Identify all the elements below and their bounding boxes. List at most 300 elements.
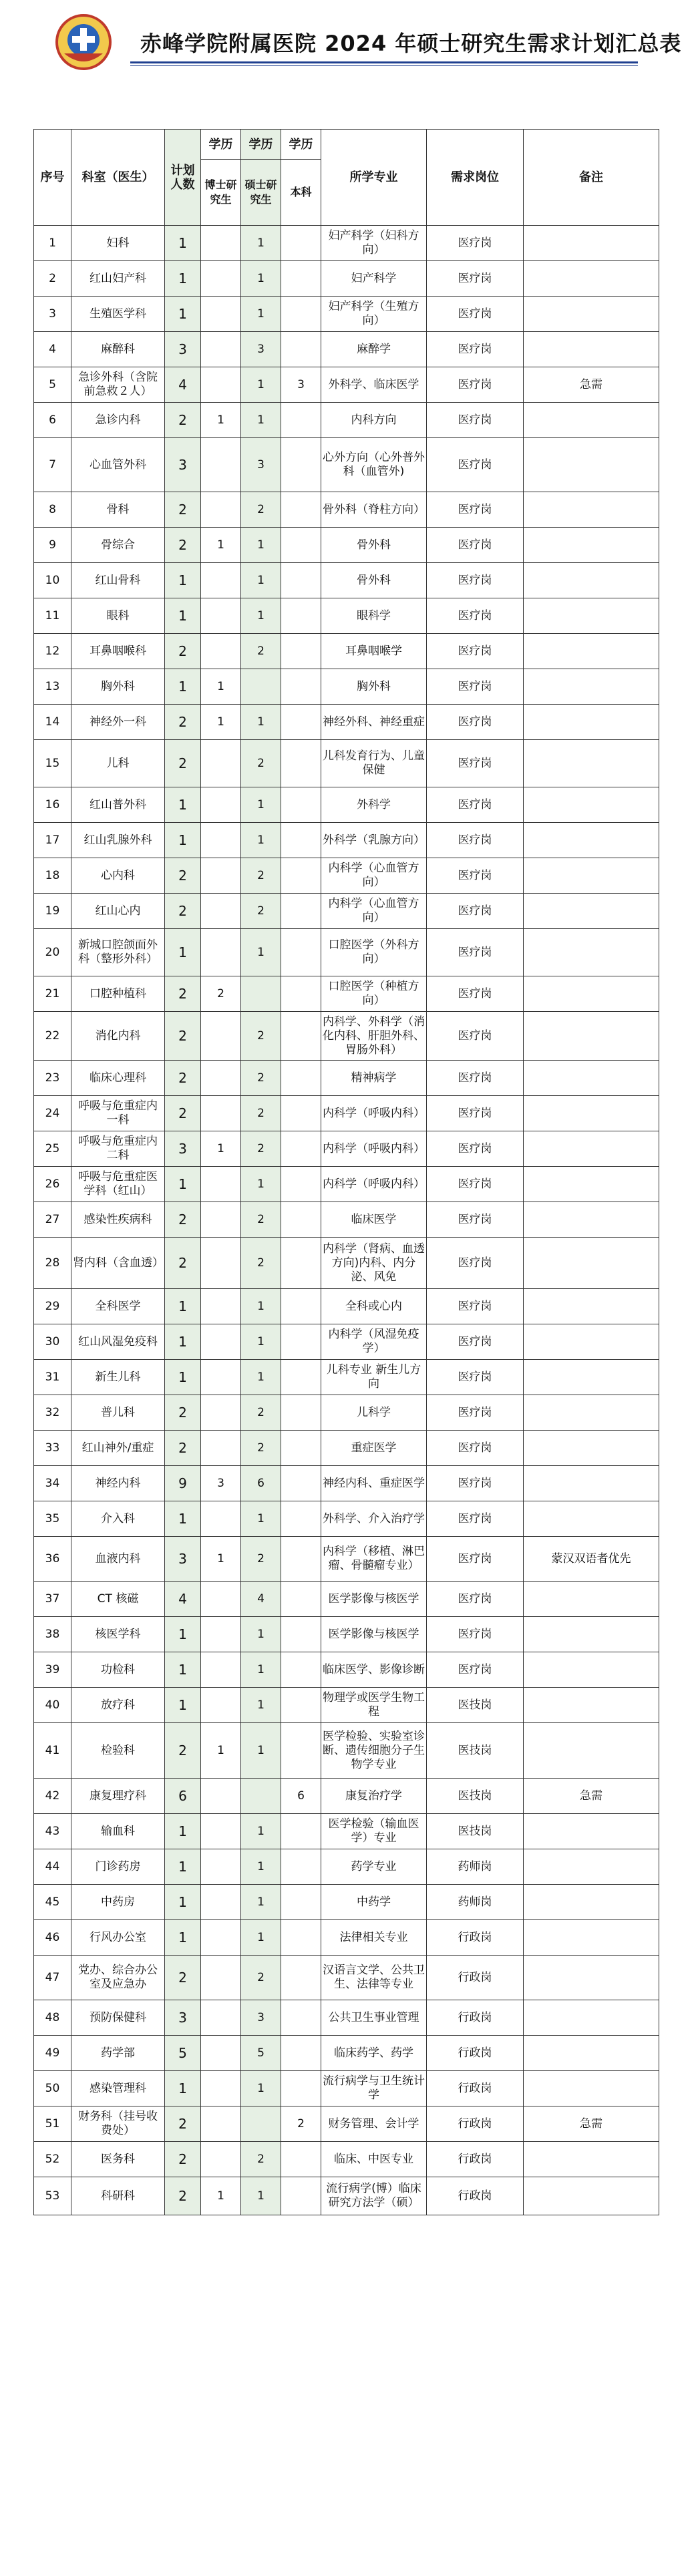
- cell-post: 行政岗: [427, 1920, 524, 1956]
- cell-master: 2: [241, 2142, 281, 2177]
- cell-no: 21: [34, 976, 71, 1012]
- cell-bachelor: [281, 2142, 321, 2177]
- cell-bachelor: [281, 1617, 321, 1652]
- cell-post: 医疗岗: [427, 1202, 524, 1238]
- cell-dept: 预防保健科: [71, 2000, 165, 2036]
- cell-dept: 医务科: [71, 2142, 165, 2177]
- cell-note: [524, 1501, 659, 1537]
- header-master: 硕士研究生: [241, 160, 281, 226]
- cell-plan: 2: [165, 705, 201, 740]
- cell-post: 药师岗: [427, 1885, 524, 1920]
- cell-master: 2: [241, 740, 281, 787]
- cell-no: 32: [34, 1395, 71, 1431]
- cell-major: 口腔医学（外科方向）: [321, 929, 427, 976]
- cell-dept: 红山风湿免疫科: [71, 1324, 165, 1360]
- cell-master: 2: [241, 1202, 281, 1238]
- cell-plan: 2: [165, 1395, 201, 1431]
- cell-no: 27: [34, 1202, 71, 1238]
- cell-plan: 1: [165, 1814, 201, 1849]
- cell-post: 医疗岗: [427, 1061, 524, 1096]
- cell-bachelor: [281, 705, 321, 740]
- cell-post: 医疗岗: [427, 598, 524, 634]
- cell-major: 医学影像与核医学: [321, 1617, 427, 1652]
- cell-no: 12: [34, 634, 71, 669]
- cell-major: 内科学（风湿免疫学）: [321, 1324, 427, 1360]
- cell-master: 1: [241, 1652, 281, 1688]
- cell-master: 2: [241, 1537, 281, 1582]
- table-row: [34, 1537, 659, 1582]
- cell-major: 医学检验、实验室诊断、遗传细胞分子生物学专业: [321, 1723, 427, 1779]
- cell-major: 法律相关专业: [321, 1920, 427, 1956]
- cell-dept: 红山妇产科: [71, 261, 165, 297]
- cell-bachelor: [281, 634, 321, 669]
- cell-no: 46: [34, 1920, 71, 1956]
- header: [0, 0, 692, 80]
- cell-dept: 红山普外科: [71, 787, 165, 823]
- cell-phd: [201, 367, 241, 403]
- cell-note: [524, 705, 659, 740]
- cell-major: 儿科专业 新生儿方向: [321, 1360, 427, 1395]
- table-row: [34, 1814, 659, 1849]
- cell-phd: [201, 1202, 241, 1238]
- cell-no: 8: [34, 492, 71, 528]
- cell-phd: 1: [201, 2177, 241, 2215]
- cell-master: 5: [241, 2036, 281, 2071]
- cell-bachelor: [281, 1360, 321, 1395]
- table-row: [34, 1096, 659, 1131]
- header-edu-bachelor: 学历: [281, 130, 321, 160]
- cell-note: [524, 226, 659, 261]
- cell-master: 2: [241, 1956, 281, 2000]
- cell-phd: 3: [201, 1466, 241, 1501]
- cell-major: 中药学: [321, 1885, 427, 1920]
- cell-no: 42: [34, 1779, 71, 1814]
- table-row: [34, 976, 659, 1012]
- table-row: [34, 261, 659, 297]
- cell-post: 医疗岗: [427, 929, 524, 976]
- cell-post: 医疗岗: [427, 1238, 524, 1289]
- cell-note: [524, 1096, 659, 1131]
- cell-bachelor: [281, 976, 321, 1012]
- cell-plan: 2: [165, 1012, 201, 1061]
- cell-plan: 1: [165, 669, 201, 705]
- cell-phd: [201, 297, 241, 332]
- cell-dept: 儿科: [71, 740, 165, 787]
- cell-dept: 神经外一科: [71, 705, 165, 740]
- cell-major: 骨外科（脊柱方向）: [321, 492, 427, 528]
- cell-no: 7: [34, 438, 71, 492]
- cell-master: 4: [241, 1582, 281, 1617]
- cell-bachelor: [281, 261, 321, 297]
- cell-phd: [201, 1688, 241, 1723]
- header-post: 需求岗位: [427, 130, 524, 226]
- cell-no: 39: [34, 1652, 71, 1688]
- cell-dept: 口腔种植科: [71, 976, 165, 1012]
- cell-phd: 1: [201, 1537, 241, 1582]
- cell-major: 全科或心内: [321, 1289, 427, 1324]
- table-row: [34, 2000, 659, 2036]
- table-row: [34, 297, 659, 332]
- cell-master: 3: [241, 2000, 281, 2036]
- cell-dept: 急诊外科（含院前急救２人）: [71, 367, 165, 403]
- cell-dept: 红山心内: [71, 894, 165, 929]
- cell-dept: 呼吸与危重症医学科（红山）: [71, 1167, 165, 1202]
- header-dept: 科室（医生）: [71, 130, 165, 226]
- cell-post: 医疗岗: [427, 438, 524, 492]
- cell-phd: [201, 2106, 241, 2142]
- cell-major: 医学影像与核医学: [321, 1582, 427, 1617]
- cell-major: 临床药学、药学: [321, 2036, 427, 2071]
- cell-dept: 介入科: [71, 1501, 165, 1537]
- cell-no: 1: [34, 226, 71, 261]
- cell-phd: [201, 1360, 241, 1395]
- cell-master: 1: [241, 598, 281, 634]
- cell-note: [524, 1395, 659, 1431]
- cell-dept: 门诊药房: [71, 1849, 165, 1885]
- cell-major: 耳鼻咽喉学: [321, 634, 427, 669]
- cell-note: [524, 858, 659, 894]
- cell-major: 内科学（心血管方向）: [321, 894, 427, 929]
- cell-major: 骨外科: [321, 563, 427, 598]
- table-row: [34, 1617, 659, 1652]
- cell-note: [524, 1688, 659, 1723]
- cell-master: 1: [241, 929, 281, 976]
- cell-no: 47: [34, 1956, 71, 2000]
- table-row: [34, 403, 659, 438]
- cell-dept: 耳鼻咽喉科: [71, 634, 165, 669]
- cell-master: 1: [241, 1501, 281, 1537]
- cell-phd: [201, 1501, 241, 1537]
- cell-note: [524, 976, 659, 1012]
- cell-phd: [201, 1238, 241, 1289]
- cell-bachelor: [281, 894, 321, 929]
- table-row: [34, 705, 659, 740]
- cell-phd: [201, 1779, 241, 1814]
- cell-phd: [201, 1096, 241, 1131]
- cell-dept: 消化内科: [71, 1012, 165, 1061]
- cell-phd: [201, 1814, 241, 1849]
- cell-major: 汉语言文学、公共卫生、法律等专业: [321, 1956, 427, 2000]
- cell-bachelor: [281, 929, 321, 976]
- title-rule-thin: [130, 65, 638, 66]
- cell-bachelor: [281, 1202, 321, 1238]
- cell-major: 内科学（肾病、血透方向)内科、内分泌、风免: [321, 1238, 427, 1289]
- cell-master: [241, 976, 281, 1012]
- cell-bachelor: 6: [281, 1779, 321, 1814]
- cell-post: 医疗岗: [427, 261, 524, 297]
- cell-no: 5: [34, 367, 71, 403]
- cell-master: [241, 669, 281, 705]
- cell-dept: 生殖医学科: [71, 297, 165, 332]
- cell-master: 1: [241, 563, 281, 598]
- cell-major: 心外方向（心外普外科（血管外): [321, 438, 427, 492]
- cell-major: 外科学（乳腺方向）: [321, 823, 427, 858]
- cell-phd: [201, 2036, 241, 2071]
- cell-post: 行政岗: [427, 2142, 524, 2177]
- cell-phd: [201, 563, 241, 598]
- cell-no: 13: [34, 669, 71, 705]
- cell-major: 物理学或医学生物工程: [321, 1688, 427, 1723]
- cell-plan: 1: [165, 563, 201, 598]
- cell-dept: 功检科: [71, 1652, 165, 1688]
- cell-major: 流行病学(博）临床研究方法学（硕）: [321, 2177, 427, 2215]
- cell-note: [524, 2177, 659, 2215]
- cell-major: 儿科发育行为、儿童保健: [321, 740, 427, 787]
- cell-master: 2: [241, 858, 281, 894]
- cell-note: [524, 2142, 659, 2177]
- cell-no: 22: [34, 1012, 71, 1061]
- cell-bachelor: [281, 1537, 321, 1582]
- cell-bachelor: [281, 1652, 321, 1688]
- cell-master: 1: [241, 261, 281, 297]
- cell-major: 临床、中医专业: [321, 2142, 427, 2177]
- table-row: [34, 2106, 659, 2142]
- cell-post: 行政岗: [427, 2071, 524, 2106]
- cell-no: 28: [34, 1238, 71, 1289]
- table-row: [34, 2142, 659, 2177]
- cell-post: 医疗岗: [427, 823, 524, 858]
- cell-post: 行政岗: [427, 2036, 524, 2071]
- table-row: [34, 1202, 659, 1238]
- cell-post: 医疗岗: [427, 297, 524, 332]
- cell-major: 眼科学: [321, 598, 427, 634]
- table-row: [34, 1779, 659, 1814]
- cell-note: [524, 894, 659, 929]
- cell-major: 内科学（呼吸内科）: [321, 1096, 427, 1131]
- cell-note: [524, 528, 659, 563]
- table-row: [34, 1920, 659, 1956]
- table-row: [34, 858, 659, 894]
- cell-phd: [201, 787, 241, 823]
- cell-no: 2: [34, 261, 71, 297]
- title-rule: [130, 61, 638, 63]
- cell-bachelor: [281, 226, 321, 261]
- cell-note: [524, 403, 659, 438]
- table-row: [34, 528, 659, 563]
- cell-note: [524, 2000, 659, 2036]
- cell-dept: 神经内科: [71, 1466, 165, 1501]
- cell-phd: [201, 740, 241, 787]
- cell-master: 1: [241, 1920, 281, 1956]
- cell-no: 11: [34, 598, 71, 634]
- cell-phd: [201, 1324, 241, 1360]
- cell-dept: 急诊内科: [71, 403, 165, 438]
- cell-post: 医疗岗: [427, 1131, 524, 1167]
- cell-master: 1: [241, 297, 281, 332]
- cell-plan: 2: [165, 1061, 201, 1096]
- cell-note: 蒙汉双语者优先: [524, 1537, 659, 1582]
- cell-post: 医疗岗: [427, 858, 524, 894]
- table-row: [34, 492, 659, 528]
- cell-plan: 1: [165, 226, 201, 261]
- demand-table: [33, 129, 659, 2215]
- cell-note: [524, 261, 659, 297]
- cell-plan: 2: [165, 858, 201, 894]
- hospital-logo-icon: [55, 13, 112, 71]
- cell-note: [524, 1920, 659, 1956]
- cell-note: [524, 1885, 659, 1920]
- header-plan: 计划人数: [165, 130, 201, 226]
- cell-dept: 呼吸与危重症内二科: [71, 1131, 165, 1167]
- cell-phd: [201, 1920, 241, 1956]
- cell-phd: [201, 2142, 241, 2177]
- cell-bachelor: [281, 2071, 321, 2106]
- cell-post: 医技岗: [427, 1814, 524, 1849]
- cell-plan: 6: [165, 1779, 201, 1814]
- cell-no: 52: [34, 2142, 71, 2177]
- cell-post: 医疗岗: [427, 1652, 524, 1688]
- cell-plan: 4: [165, 367, 201, 403]
- cell-dept: 全科医学: [71, 1289, 165, 1324]
- cell-post: 医疗岗: [427, 403, 524, 438]
- cell-post: 医疗岗: [427, 1582, 524, 1617]
- cell-phd: [201, 226, 241, 261]
- header-major: 所学专业: [321, 130, 427, 226]
- cell-bachelor: [281, 858, 321, 894]
- cell-note: [524, 1617, 659, 1652]
- cell-bachelor: [281, 1061, 321, 1096]
- cell-no: 29: [34, 1289, 71, 1324]
- cell-note: [524, 1723, 659, 1779]
- cell-major: 神经外科、神经重症: [321, 705, 427, 740]
- cell-plan: 1: [165, 1360, 201, 1395]
- cell-no: 25: [34, 1131, 71, 1167]
- cell-plan: 1: [165, 297, 201, 332]
- cell-post: 医疗岗: [427, 1617, 524, 1652]
- table-row: [34, 1501, 659, 1537]
- cell-phd: [201, 332, 241, 367]
- cell-dept: 感染管理科: [71, 2071, 165, 2106]
- cell-master: 1: [241, 1885, 281, 1920]
- table-row: [34, 1324, 659, 1360]
- cell-bachelor: [281, 1238, 321, 1289]
- cell-no: 26: [34, 1167, 71, 1202]
- cell-note: [524, 1466, 659, 1501]
- cell-master: 3: [241, 332, 281, 367]
- cell-no: 3: [34, 297, 71, 332]
- cell-post: 行政岗: [427, 2106, 524, 2142]
- cell-note: [524, 438, 659, 492]
- cell-dept: 药学部: [71, 2036, 165, 2071]
- cell-master: [241, 2106, 281, 2142]
- table-row: [34, 634, 659, 669]
- cell-master: 2: [241, 1395, 281, 1431]
- cell-major: 儿科学: [321, 1395, 427, 1431]
- table-row: [34, 1431, 659, 1466]
- cell-phd: [201, 2000, 241, 2036]
- cell-bachelor: [281, 1012, 321, 1061]
- cell-bachelor: [281, 1096, 321, 1131]
- cell-master: 1: [241, 705, 281, 740]
- cell-phd: [201, 1061, 241, 1096]
- cell-master: 1: [241, 2177, 281, 2215]
- cell-phd: [201, 261, 241, 297]
- page-title: 赤峰学院附属医院 2024 年硕士研究生需求计划汇总表: [140, 31, 682, 56]
- cell-note: [524, 1431, 659, 1466]
- cell-plan: 2: [165, 2177, 201, 2215]
- table-row: [34, 1061, 659, 1096]
- cell-dept: 红山乳腺外科: [71, 823, 165, 858]
- cell-phd: [201, 929, 241, 976]
- cell-phd: [201, 1885, 241, 1920]
- cell-post: 医疗岗: [427, 1431, 524, 1466]
- cell-phd: 2: [201, 976, 241, 1012]
- cell-note: [524, 1324, 659, 1360]
- cell-bachelor: [281, 1501, 321, 1537]
- table-row: [34, 438, 659, 492]
- cell-bachelor: [281, 1723, 321, 1779]
- cell-phd: [201, 634, 241, 669]
- cell-major: 内科学（移植、淋巴瘤、骨髓瘤专业）: [321, 1537, 427, 1582]
- cell-major: 临床医学: [321, 1202, 427, 1238]
- cell-plan: 5: [165, 2036, 201, 2071]
- cell-note: [524, 2071, 659, 2106]
- cell-note: [524, 823, 659, 858]
- cell-phd: [201, 894, 241, 929]
- cell-no: 33: [34, 1431, 71, 1466]
- cell-no: 35: [34, 1501, 71, 1537]
- cell-major: 流行病学与卫生统计学: [321, 2071, 427, 2106]
- cell-dept: 感染性疾病科: [71, 1202, 165, 1238]
- cell-plan: 1: [165, 787, 201, 823]
- cell-master: 1: [241, 1723, 281, 1779]
- cell-master: 1: [241, 1688, 281, 1723]
- cell-master: 2: [241, 492, 281, 528]
- cell-major: 妇产科学: [321, 261, 427, 297]
- cell-major: 康复治疗学: [321, 1779, 427, 1814]
- cell-bachelor: [281, 1395, 321, 1431]
- cell-phd: 1: [201, 669, 241, 705]
- cell-post: 医疗岗: [427, 528, 524, 563]
- cell-bachelor: [281, 1466, 321, 1501]
- cell-note: [524, 492, 659, 528]
- cell-note: [524, 1202, 659, 1238]
- cell-no: 17: [34, 823, 71, 858]
- cell-no: 44: [34, 1849, 71, 1885]
- cell-no: 18: [34, 858, 71, 894]
- cell-plan: 2: [165, 403, 201, 438]
- header-bachelor: 本科: [281, 160, 321, 226]
- cell-post: 医疗岗: [427, 1167, 524, 1202]
- cell-post: 医疗岗: [427, 705, 524, 740]
- cell-post: 行政岗: [427, 2000, 524, 2036]
- cell-no: 14: [34, 705, 71, 740]
- table-row: [34, 1131, 659, 1167]
- cell-post: 医疗岗: [427, 1501, 524, 1537]
- cell-dept: 妇科: [71, 226, 165, 261]
- cell-dept: 心血管外科: [71, 438, 165, 492]
- cell-major: 内科学（呼吸内科）: [321, 1131, 427, 1167]
- table-row: [34, 1652, 659, 1688]
- cell-note: [524, 1238, 659, 1289]
- cell-phd: 1: [201, 528, 241, 563]
- cell-dept: 康复理疗科: [71, 1779, 165, 1814]
- header-note: 备注: [524, 130, 659, 226]
- cell-no: 41: [34, 1723, 71, 1779]
- table-row: [34, 1956, 659, 2000]
- cell-note: 急需: [524, 367, 659, 403]
- cell-phd: [201, 1617, 241, 1652]
- table-row: [34, 1723, 659, 1779]
- cell-master: 1: [241, 1289, 281, 1324]
- table-row: [34, 740, 659, 787]
- cell-major: 内科学（呼吸内科）: [321, 1167, 427, 1202]
- cell-bachelor: [281, 1920, 321, 1956]
- cell-phd: [201, 598, 241, 634]
- cell-no: 19: [34, 894, 71, 929]
- cell-plan: 2: [165, 2106, 201, 2142]
- cell-dept: 检验科: [71, 1723, 165, 1779]
